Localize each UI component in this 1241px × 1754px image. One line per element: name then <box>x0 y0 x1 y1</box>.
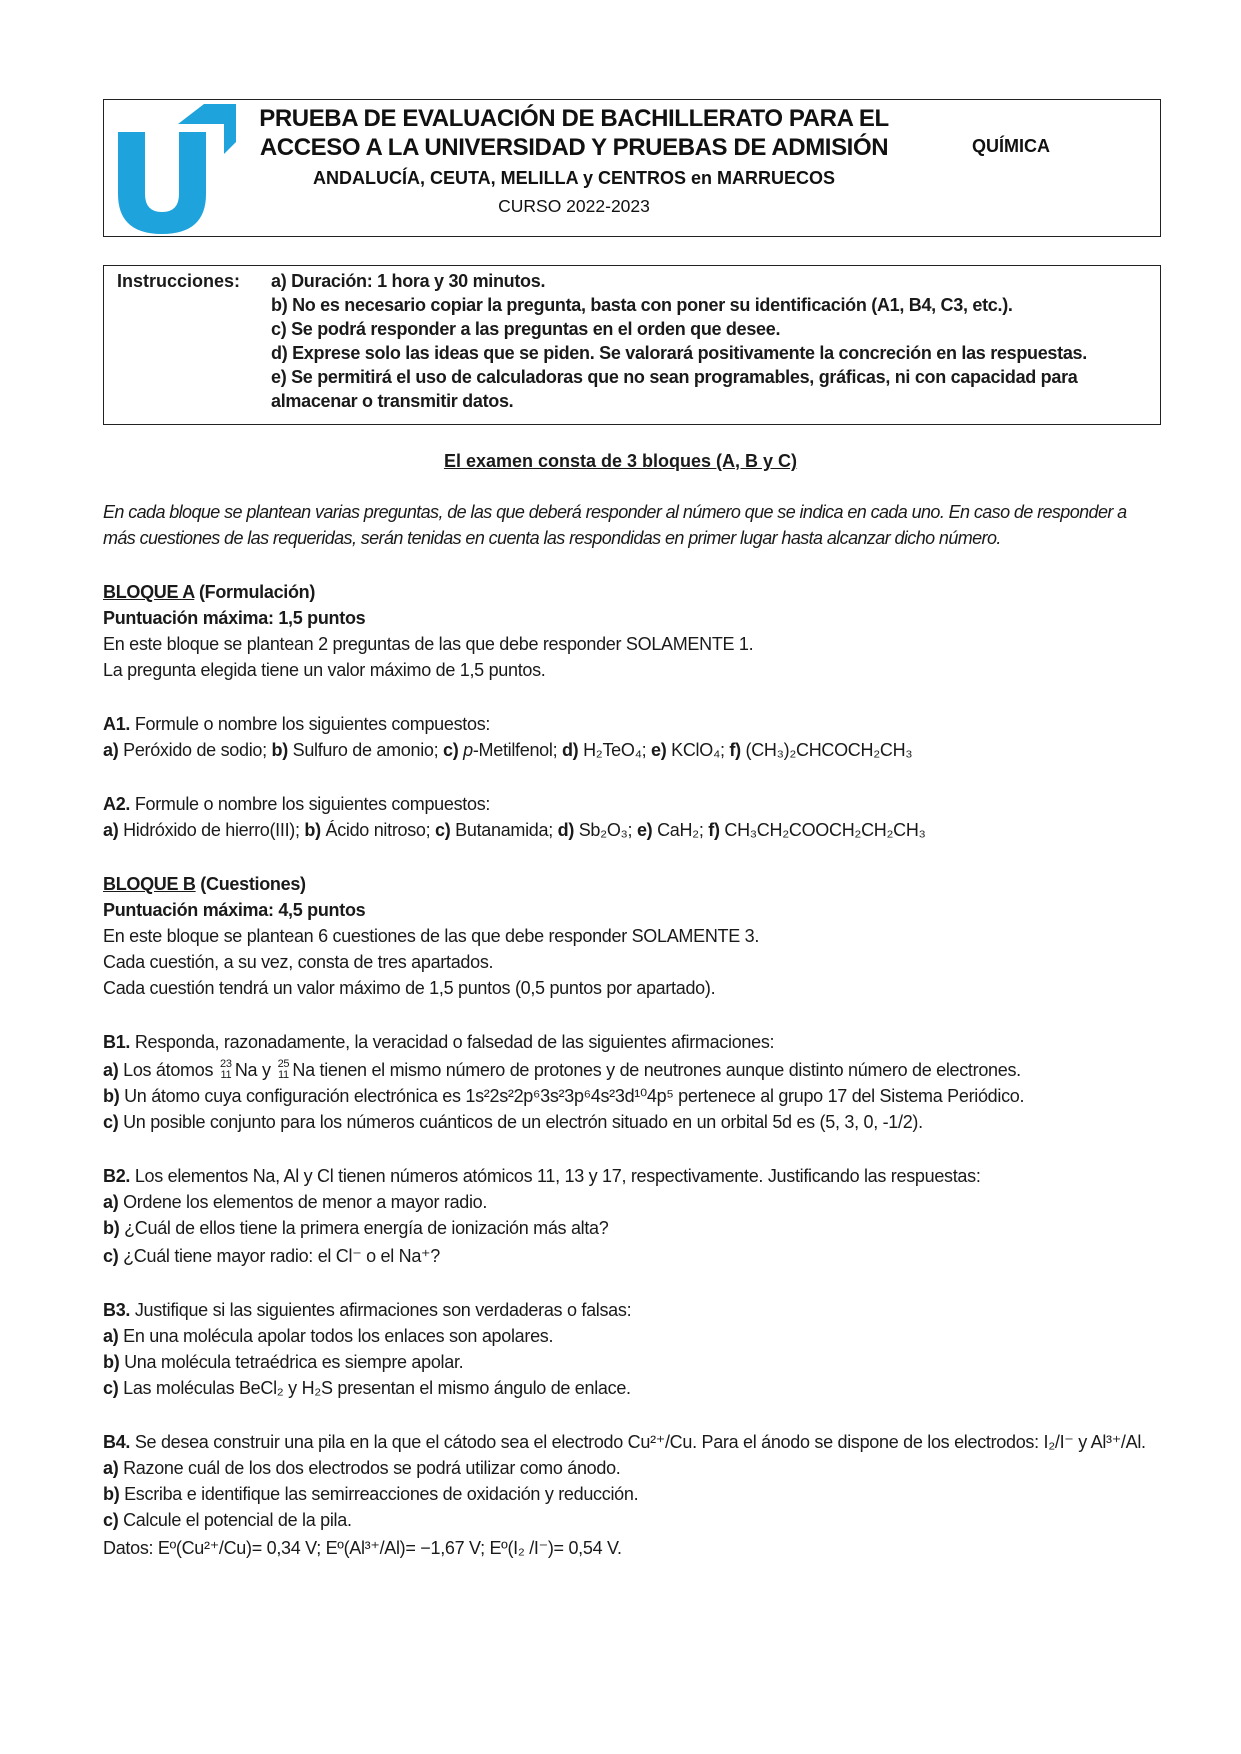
block-b-heading <box>103 872 306 896</box>
item-text: Peróxido de sodio; <box>123 740 267 760</box>
header-center-block <box>254 104 894 234</box>
question-id: B1. <box>103 1032 131 1052</box>
atomic-number: 11 <box>277 1069 289 1081</box>
question-prompt: Los elementos Na, Al y Cl tienen números atómicos 11, 13 y 17, respectivamente. Justificando las respuestas: <box>130 1166 981 1186</box>
question-prompt: Formule o nombre los siguientes compuestos: <box>130 714 491 734</box>
item-label: a) <box>103 1192 119 1212</box>
block-b-subtitle: (Cuestiones) <box>195 874 306 894</box>
item-label: d) <box>557 820 575 840</box>
question-prompt: Se desea construir una pila en la que el cátodo sea el electrodo Cu²⁺/Cu. Para el ánodo se dispone de los electrodos: I₂/I⁻ y Al³⁺/Al. <box>130 1432 1146 1452</box>
instruction-item: d) Exprese solo las ideas que se piden. Se valorará positivamente la concreción en las respuestas. <box>271 343 1087 363</box>
item-label: c) <box>103 1112 119 1132</box>
item-text: y <box>257 1060 276 1080</box>
question-b2-a <box>103 1190 487 1214</box>
item-label: b) <box>103 1352 120 1372</box>
element-symbol: Na <box>292 1060 315 1080</box>
question-id: B3. <box>103 1300 131 1320</box>
university-logo-icon <box>112 102 238 234</box>
item-label: e) <box>636 820 653 840</box>
block-a-desc-2: La pregunta elegida tiene un valor máximo de 1,5 puntos. <box>103 660 546 680</box>
header-subject: QUÍMICA <box>972 136 1050 156</box>
item-text: (CH₃)₂CHCOCH₂CH₃ <box>745 740 913 760</box>
instructions-box <box>103 265 1161 425</box>
item-label: c) <box>443 740 459 760</box>
item-text: Los átomos <box>118 1060 218 1080</box>
item-label: b) <box>103 1086 120 1106</box>
question-b3-a <box>103 1324 553 1348</box>
instruction-item: b) No es necesario copiar la pregunta, basta con poner su identificación (A1, B4, C3, etc.). <box>271 295 1013 315</box>
item-label: c) <box>103 1510 119 1530</box>
block-b-desc-1: En este bloque se plantean 6 cuestiones de las que debe responder SOLAMENTE 3. <box>103 926 760 946</box>
item-label: a) <box>103 1326 119 1346</box>
item-text: Ordene los elementos de menor a mayor radio. <box>118 1192 488 1212</box>
header-title-line2: ACCESO A LA UNIVERSIDAD Y PRUEBAS DE ADMISIÓN <box>259 134 889 161</box>
question-id: A1. <box>103 714 131 734</box>
item-label: c) <box>103 1378 119 1398</box>
instructions-label: Instrucciones: <box>117 271 241 291</box>
question-a2-items <box>103 818 926 842</box>
question-b3-c <box>103 1376 631 1400</box>
question-b3-b <box>103 1350 463 1374</box>
question-prompt: Justifique si las siguientes afirmaciones son verdaderas o falsas: <box>130 1300 632 1320</box>
item-label: a) <box>103 740 119 760</box>
item-text: Razone cuál de los dos electrodos se podrá utilizar como ánodo. <box>118 1458 621 1478</box>
question-b1 <box>103 1030 774 1054</box>
item-label: a) <box>103 1060 119 1080</box>
isotope-notation <box>275 1058 291 1082</box>
block-b-desc-2: Cada cuestión, a su vez, consta de tres apartados. <box>103 952 494 972</box>
item-label: c) <box>103 1246 119 1266</box>
item-label: b) <box>103 1218 120 1238</box>
mass-number: 25 <box>277 1058 290 1070</box>
question-b1-b <box>103 1084 1024 1108</box>
intro-line-1: En cada bloque se plantean varias preguntas, de las que deberá responder al número que se indica en cada uno. En caso de responder a <box>103 502 1127 522</box>
item-text-italic: p <box>463 740 473 760</box>
item-text: Butanamida; <box>455 820 553 840</box>
question-b4-a <box>103 1456 621 1480</box>
header-region: ANDALUCÍA, CEUTA, MELILLA y CENTROS en MARRUECOS <box>313 168 835 188</box>
element-symbol: Na <box>234 1060 258 1080</box>
header-title-line1: PRUEBA DE EVALUACIÓN DE BACHILLERATO PARA EL <box>259 105 889 132</box>
question-a2 <box>103 792 490 816</box>
item-text: ¿Cuál de ellos tiene la primera energía de ionización más alta? <box>119 1218 609 1238</box>
question-b2 <box>103 1164 981 1188</box>
question-prompt: Formule o nombre los siguientes compuestos: <box>130 794 491 814</box>
item-text: H₂TeO₄; <box>583 740 647 760</box>
item-text: ¿Cuál tiene mayor radio: el Cl⁻ o el Na⁺? <box>118 1246 440 1266</box>
item-label: f) <box>729 740 741 760</box>
instruction-item: c) Se podrá responder a las preguntas en el orden que desee. <box>271 319 781 339</box>
item-text: CH₃CH₂COOCH₂CH₂CH₃ <box>724 820 926 840</box>
item-text: Las moléculas BeCl₂ y H₂S presentan el mismo ángulo de enlace. <box>118 1378 631 1398</box>
item-text: Hidróxido de hierro(III); <box>123 820 300 840</box>
item-label: e) <box>651 740 667 760</box>
question-b3 <box>103 1298 631 1322</box>
question-b4-b <box>103 1482 638 1506</box>
block-a-heading <box>103 580 315 604</box>
block-b-desc-3: Cada cuestión tendrá un valor máximo de 1,5 puntos (0,5 puntos por apartado). <box>103 978 716 998</box>
instruction-item: almacenar o transmitir datos. <box>271 391 514 411</box>
question-b4 <box>103 1430 1146 1454</box>
item-label: b) <box>271 740 288 760</box>
block-a-desc-1: En este bloque se plantean 2 preguntas de las que debe responder SOLAMENTE 1. <box>103 634 754 654</box>
item-text: -Metilfenol; <box>472 740 558 760</box>
item-text: CaH₂; <box>657 820 704 840</box>
block-b-title: BLOQUE B <box>103 874 196 894</box>
item-label: f) <box>708 820 720 840</box>
item-text: KClO₄; <box>671 740 725 760</box>
item-text: Un posible conjunto para los números cuánticos de un electrón situado en un orbital 5d es (5, 3, 0, -1/2). <box>118 1112 923 1132</box>
question-a1-items <box>103 738 912 762</box>
question-id: B4. <box>103 1432 131 1452</box>
instruction-item: a) Duración: 1 hora y 30 minutos. <box>271 271 546 291</box>
instruction-item: e) Se permitirá el uso de calculadoras que no sean programables, gráficas, ni con capacidad para <box>271 367 1078 387</box>
item-text: Escriba e identifique las semirreacciones de oxidación y reducción. <box>119 1484 639 1504</box>
instructions-list <box>271 269 1151 413</box>
item-text: Calcule el potencial de la pila. <box>118 1510 352 1530</box>
item-text: Ácido nitroso; <box>325 820 431 840</box>
header-course: CURSO 2022-2023 <box>498 196 650 216</box>
item-text: Sb₂O₃; <box>578 820 633 840</box>
block-a-title: BLOQUE A <box>103 582 195 602</box>
item-text: En una molécula apolar todos los enlaces son apolares. <box>118 1326 554 1346</box>
item-label: a) <box>103 820 119 840</box>
question-b1-c <box>103 1110 923 1134</box>
item-text: Un átomo cuya configuración electrónica es 1s²2s²2p⁶3s²3p⁶4s²3d¹⁰4p⁵ pertenece al grupo 17 del Sistema Periódico. <box>119 1086 1025 1106</box>
atomic-number: 11 <box>220 1069 232 1081</box>
item-label: a) <box>103 1458 119 1478</box>
question-prompt: Responda, razonadamente, la veracidad o falsedad de las siguientes afirmaciones: <box>130 1032 775 1052</box>
item-text: tienen el mismo número de protones y de neutrones aunque distinto número de electrones. <box>314 1060 1021 1080</box>
block-b-max-score: Puntuación máxima: 4,5 puntos <box>103 900 366 920</box>
item-label: b) <box>103 1484 120 1504</box>
item-label: c) <box>435 820 451 840</box>
item-text: Una molécula tetraédrica es siempre apolar. <box>119 1352 464 1372</box>
exam-header <box>103 99 1161 237</box>
question-a1 <box>103 712 490 736</box>
question-id: B2. <box>103 1166 131 1186</box>
question-b4-c <box>103 1508 352 1532</box>
question-b1-a <box>103 1058 1021 1082</box>
question-b4-data: Datos: Eº(Cu²⁺/Cu)= 0,34 V; Eº(Al³⁺/Al)= −1,67 V; Eº(I₂ /I⁻)= 0,54 V. <box>103 1538 622 1558</box>
question-b2-b <box>103 1216 608 1240</box>
item-text: Sulfuro de amonio; <box>292 740 439 760</box>
block-a-max-score: Puntuación máxima: 1,5 puntos <box>103 608 366 628</box>
mass-number: 23 <box>220 1058 232 1070</box>
isotope-notation <box>218 1058 234 1082</box>
item-label: b) <box>304 820 321 840</box>
item-label: d) <box>561 740 579 760</box>
question-b2-c <box>103 1244 440 1268</box>
exam-structure-title: El examen consta de 3 bloques (A, B y C) <box>443 451 798 471</box>
question-id: A2. <box>103 794 131 814</box>
block-a-subtitle: (Formulación) <box>194 582 316 602</box>
intro-line-2: más cuestiones de las requeridas, serán tenidas en cuenta las respondidas en primer lugar hasta alcanzar dicho número. <box>103 528 1001 548</box>
